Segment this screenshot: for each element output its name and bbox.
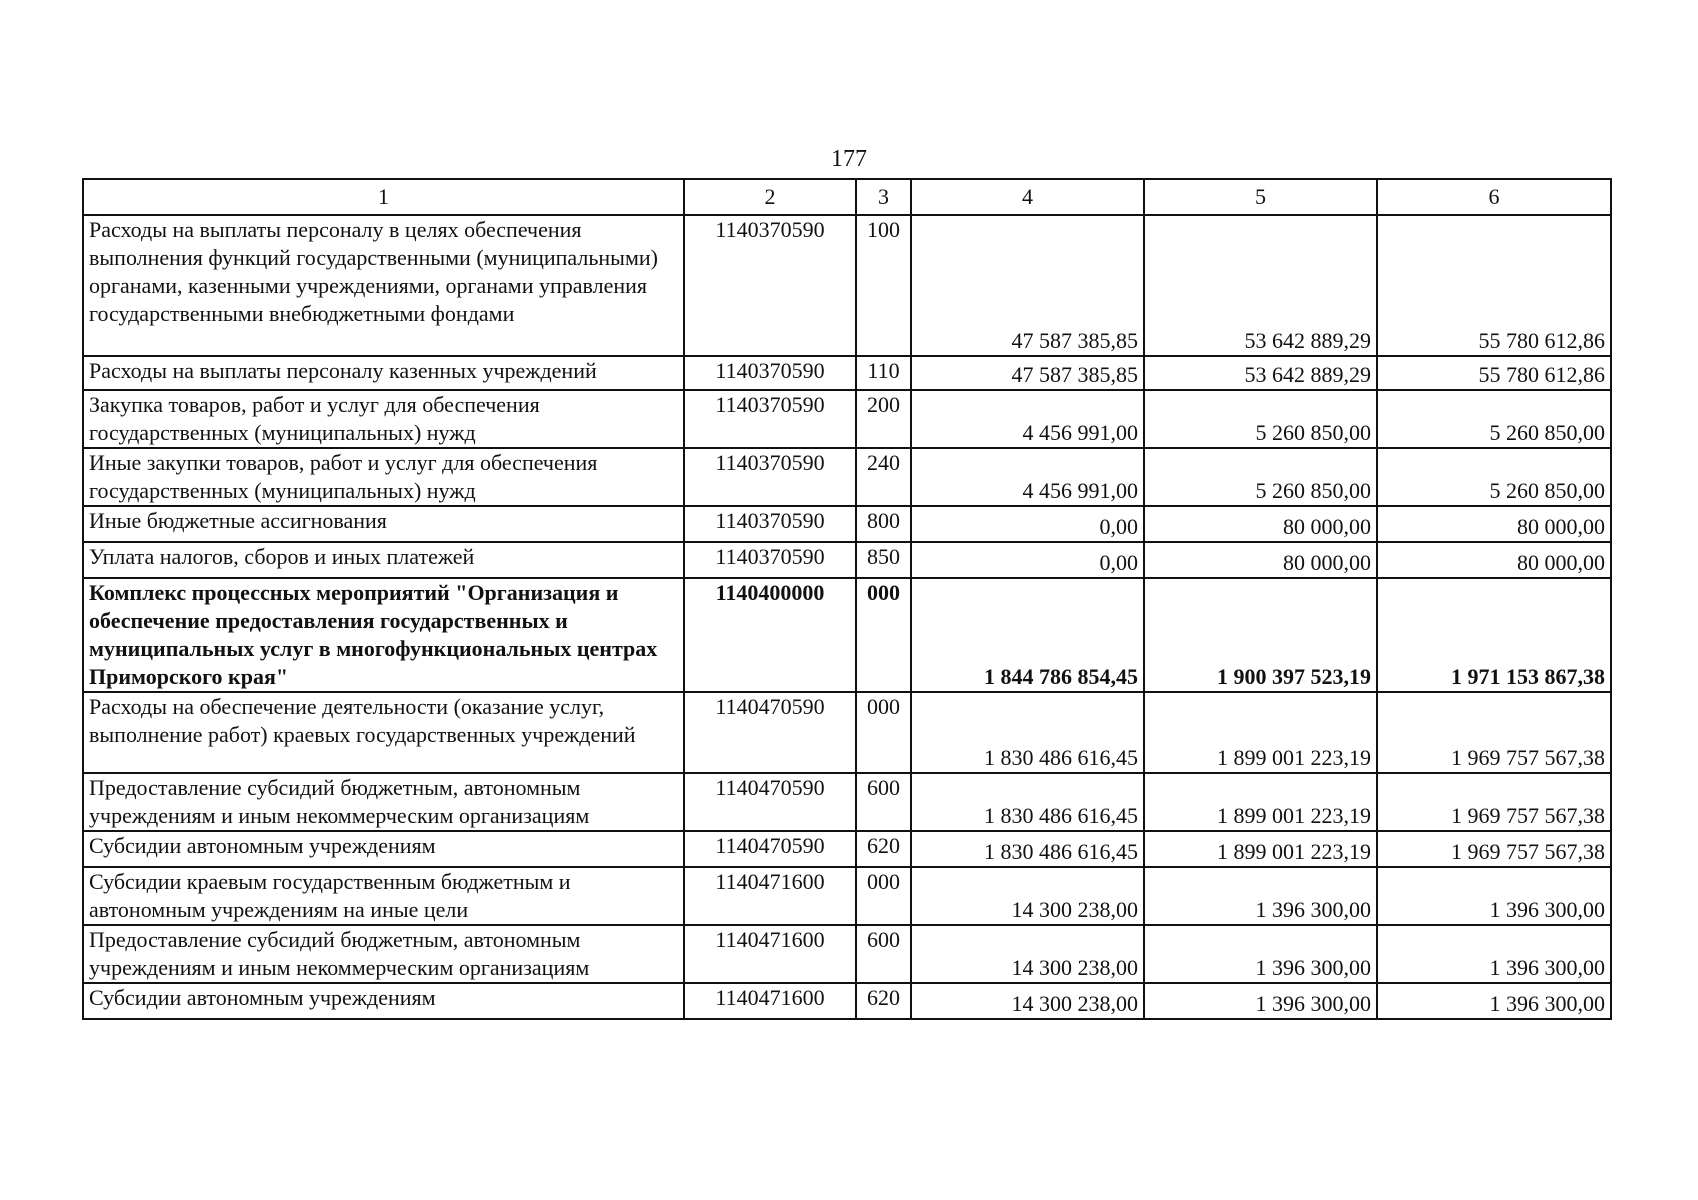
row-value-3-cell: 1 971 153 867,38 xyxy=(1377,578,1611,692)
row-value-2-cell: 1 899 001 223,19 xyxy=(1144,692,1377,773)
row-name-cell: Закупка товаров, работ и услуг для обеспечения государственных (муниципальных) нужд xyxy=(83,390,684,448)
row-value-3-cell: 80 000,00 xyxy=(1377,506,1611,542)
row-name-cell: Комплекс процессных мероприятий "Организация и обеспечение предоставления государственных и муниципальных услуг в многофункциональных центрах Приморского края" xyxy=(83,578,684,692)
table-row xyxy=(83,831,1611,867)
row-value-3-cell: 5 260 850,00 xyxy=(1377,390,1611,448)
table-row xyxy=(83,773,1611,831)
row-name-cell: Иные закупки товаров, работ и услуг для обеспечения государственных (муниципальных) нужд xyxy=(83,448,684,506)
row-name-cell: Расходы на обеспечение деятельности (оказание услуг, выполнение работ) краевых государственных учреждений xyxy=(83,692,684,773)
row-value-2-cell: 5 260 850,00 xyxy=(1144,448,1377,506)
row-value-2-cell: 1 396 300,00 xyxy=(1144,925,1377,983)
page-number: 177 xyxy=(831,146,867,172)
row-code-cell: 1140471600 xyxy=(684,867,856,925)
row-expense-type-cell: 600 xyxy=(856,925,911,983)
row-value-2-cell: 1 899 001 223,19 xyxy=(1144,773,1377,831)
column-header-name: 1 xyxy=(83,179,684,215)
table-row xyxy=(83,542,1611,578)
table-row xyxy=(83,925,1611,983)
row-value-2-cell: 1 396 300,00 xyxy=(1144,867,1377,925)
row-value-2-cell: 80 000,00 xyxy=(1144,506,1377,542)
row-name-cell: Уплата налогов, сборов и иных платежей xyxy=(83,542,684,578)
row-value-1-cell: 4 456 991,00 xyxy=(911,390,1144,448)
row-code-cell: 1140370590 xyxy=(684,542,856,578)
row-value-2-cell: 5 260 850,00 xyxy=(1144,390,1377,448)
row-name-cell: Иные бюджетные ассигнования xyxy=(83,506,684,542)
table-row xyxy=(83,983,1611,1019)
row-value-1-cell: 14 300 238,00 xyxy=(911,867,1144,925)
table-row xyxy=(83,448,1611,506)
row-value-1-cell: 0,00 xyxy=(911,542,1144,578)
row-expense-type-cell: 000 xyxy=(856,867,911,925)
row-value-1-cell: 14 300 238,00 xyxy=(911,983,1144,1019)
row-value-3-cell: 5 260 850,00 xyxy=(1377,448,1611,506)
table-row xyxy=(83,578,1611,692)
row-code-cell: 1140370590 xyxy=(684,506,856,542)
row-code-cell: 1140471600 xyxy=(684,925,856,983)
row-value-2-cell: 1 899 001 223,19 xyxy=(1144,831,1377,867)
row-expense-type-cell: 620 xyxy=(856,831,911,867)
column-header-value-3: 6 xyxy=(1377,179,1611,215)
row-value-3-cell: 55 780 612,86 xyxy=(1377,215,1611,356)
row-name-cell: Субсидии автономным учреждениям xyxy=(83,983,684,1019)
row-code-cell: 1140470590 xyxy=(684,773,856,831)
row-value-1-cell: 14 300 238,00 xyxy=(911,925,1144,983)
row-value-3-cell: 55 780 612,86 xyxy=(1377,356,1611,390)
column-header-value-1: 4 xyxy=(911,179,1144,215)
row-value-2-cell: 1 900 397 523,19 xyxy=(1144,578,1377,692)
row-value-3-cell: 80 000,00 xyxy=(1377,542,1611,578)
row-expense-type-cell: 620 xyxy=(856,983,911,1019)
column-header-expense-type: 3 xyxy=(856,179,911,215)
row-value-1-cell: 47 587 385,85 xyxy=(911,356,1144,390)
row-expense-type-cell: 240 xyxy=(856,448,911,506)
table-row xyxy=(83,867,1611,925)
row-value-1-cell: 47 587 385,85 xyxy=(911,215,1144,356)
row-code-cell: 1140470590 xyxy=(684,831,856,867)
row-value-1-cell: 1 830 486 616,45 xyxy=(911,692,1144,773)
row-name-cell: Расходы на выплаты персоналу казенных учреждений xyxy=(83,356,684,390)
row-code-cell: 1140470590 xyxy=(684,692,856,773)
row-code-cell: 1140370590 xyxy=(684,390,856,448)
row-value-3-cell: 1 969 757 567,38 xyxy=(1377,831,1611,867)
row-value-2-cell: 53 642 889,29 xyxy=(1144,356,1377,390)
row-value-3-cell: 1 969 757 567,38 xyxy=(1377,773,1611,831)
row-value-3-cell: 1 969 757 567,38 xyxy=(1377,692,1611,773)
row-name-cell: Субсидии автономным учреждениям xyxy=(83,831,684,867)
row-value-2-cell: 80 000,00 xyxy=(1144,542,1377,578)
table-row xyxy=(83,390,1611,448)
header-row xyxy=(83,179,1611,215)
row-value-1-cell: 1 830 486 616,45 xyxy=(911,831,1144,867)
row-expense-type-cell: 800 xyxy=(856,506,911,542)
row-expense-type-cell: 000 xyxy=(856,692,911,773)
row-code-cell: 1140400000 xyxy=(684,578,856,692)
row-expense-type-cell: 200 xyxy=(856,390,911,448)
row-name-cell: Предоставление субсидий бюджетным, автономным учреждениям и иным некоммерческим организациям xyxy=(83,925,684,983)
row-value-3-cell: 1 396 300,00 xyxy=(1377,983,1611,1019)
row-value-1-cell: 1 830 486 616,45 xyxy=(911,773,1144,831)
row-name-cell: Расходы на выплаты персоналу в целях обеспечения выполнения функций государственными (муниципальными) органами, казенными учреждениями, органами управления государственными внебюджетными фондами xyxy=(83,215,684,356)
row-code-cell: 1140370590 xyxy=(684,448,856,506)
row-value-1-cell: 1 844 786 854,45 xyxy=(911,578,1144,692)
row-expense-type-cell: 110 xyxy=(856,356,911,390)
row-value-3-cell: 1 396 300,00 xyxy=(1377,925,1611,983)
column-header-code: 2 xyxy=(684,179,856,215)
table-row xyxy=(83,356,1611,390)
row-name-cell: Субсидии краевым государственным бюджетным и автономным учреждениям на иные цели xyxy=(83,867,684,925)
row-expense-type-cell: 600 xyxy=(856,773,911,831)
column-header-value-2: 5 xyxy=(1144,179,1377,215)
table-row xyxy=(83,215,1611,356)
budget-table xyxy=(82,178,1612,1020)
table-row xyxy=(83,692,1611,773)
table-row xyxy=(83,506,1611,542)
row-code-cell: 1140370590 xyxy=(684,356,856,390)
row-code-cell: 1140471600 xyxy=(684,983,856,1019)
row-name-cell: Предоставление субсидий бюджетным, автономным учреждениям и иным некоммерческим организациям xyxy=(83,773,684,831)
row-expense-type-cell: 100 xyxy=(856,215,911,356)
row-code-cell: 1140370590 xyxy=(684,215,856,356)
row-value-2-cell: 1 396 300,00 xyxy=(1144,983,1377,1019)
row-expense-type-cell: 850 xyxy=(856,542,911,578)
row-expense-type-cell: 000 xyxy=(856,578,911,692)
row-value-3-cell: 1 396 300,00 xyxy=(1377,867,1611,925)
row-value-2-cell: 53 642 889,29 xyxy=(1144,215,1377,356)
row-value-1-cell: 0,00 xyxy=(911,506,1144,542)
row-value-1-cell: 4 456 991,00 xyxy=(911,448,1144,506)
